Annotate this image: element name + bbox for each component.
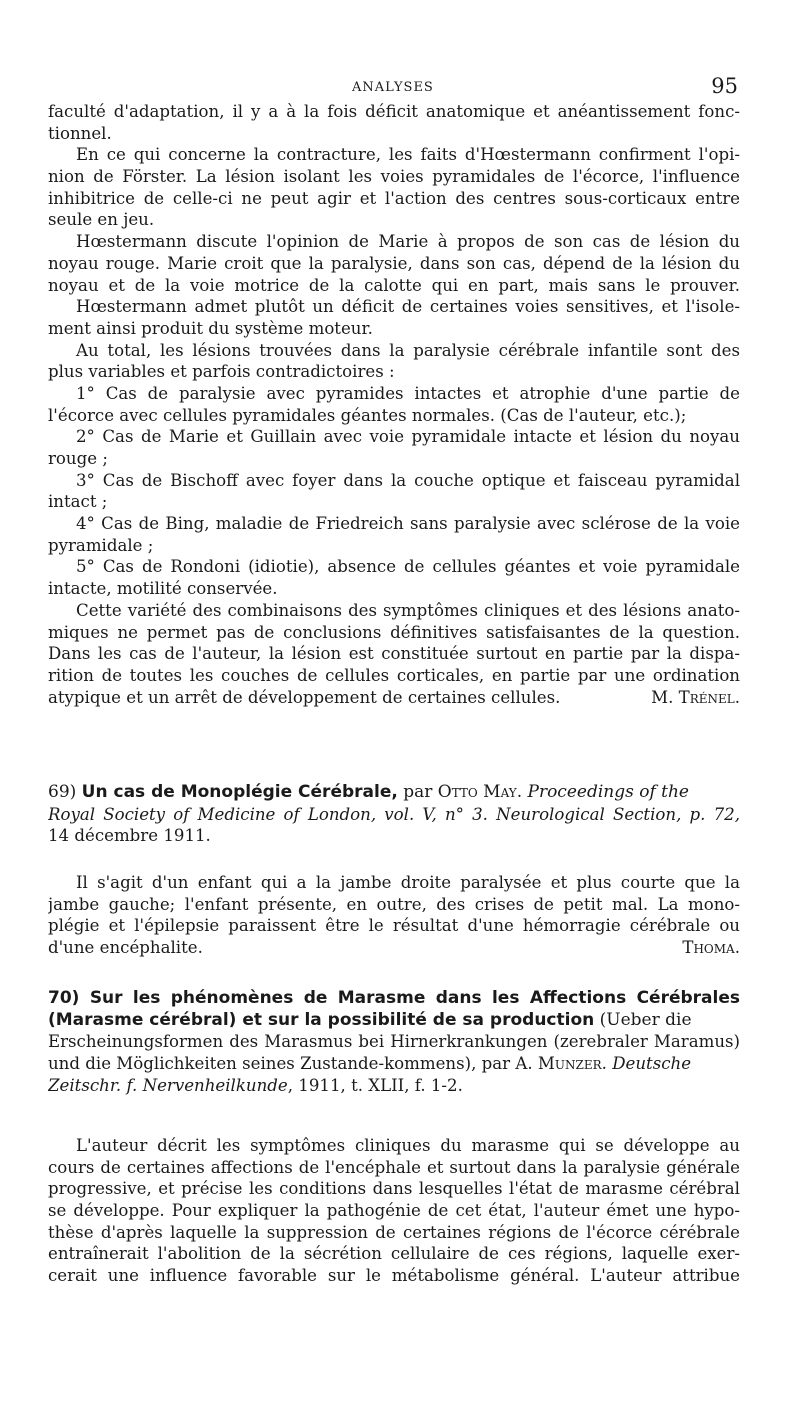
text-line: entraînerait l'abolition de la sécrétion cellulaire de ces régions, laquelle exer- <box>48 1244 740 1264</box>
text-line: rition de toutes les couches de cellules corticales, en partie par une ordination <box>48 665 740 685</box>
text-line: 4° Cas de Bing, maladie de Friedreich sans paralysie avec sclérose de la voie <box>76 514 740 534</box>
text-line: En ce qui concerne la contracture, les faits d'Hœstermann confirment l'opi- <box>76 145 740 165</box>
heading-text: . <box>601 1054 613 1074</box>
text-line: intact ; <box>48 492 108 512</box>
article-70-heading <box>48 988 740 1096</box>
article-69-heading <box>48 782 740 847</box>
text-line: Hœstermann admet plutôt un déficit de certaines voies sensitives, et l'isole- <box>76 297 740 317</box>
text-line: noyau rouge. Marie croit que la paralysie, dans son cas, dépend de la lésion du <box>48 253 740 273</box>
text-line: Dans les cas de l'auteur, la lésion est constituée surtout en partie par la dispa- <box>48 644 740 664</box>
article-title: Un cas de Monoplégie Cérébrale, <box>81 782 398 802</box>
running-header <box>0 74 800 102</box>
article-70-body <box>48 1135 740 1287</box>
text-line: L'auteur décrit les symptômes cliniques du marasme qui se développe au <box>76 1136 740 1155</box>
text-line: miques ne permet pas de conclusions définitives satisfaisantes de la question. <box>48 622 740 642</box>
text-line: 1° Cas de paralysie avec pyramides intactes et atrophie d'une partie de <box>76 383 740 403</box>
text-line: intacte, motilité conservée. <box>48 579 278 599</box>
article-heading-line <box>48 782 740 804</box>
text-line: 5° Cas de Rondoni (idiotie), absence de cellules géantes et voie pyramidale <box>76 557 740 577</box>
text-line: cours de certaines affections de l'encéphale et surtout dans la paralysie générale <box>48 1157 740 1177</box>
signature: M. Trénel. <box>651 687 740 707</box>
citation-line <box>48 1075 740 1097</box>
article-number: 70) <box>48 988 80 1008</box>
text-line: Il s'agit d'un enfant qui a la jambe droite paralysée et plus courte que la <box>76 873 740 892</box>
citation-line: Erscheinungsformen des Marasmus bei Hirnerkrankungen (zerebraler Maramus) <box>48 1032 740 1052</box>
text-line-body: d'une encéphalite. <box>48 938 203 958</box>
text-line: faculté d'adaptation, il y a à la fois déficit anatomique et anéantissement fonc- <box>48 102 740 121</box>
heading-text: und die Möglichkeiten seines Zustande-kommens), par <box>48 1054 516 1074</box>
article-number: 69) <box>48 782 77 802</box>
text-line <box>48 937 740 959</box>
page-number: 95 <box>711 74 738 98</box>
journal-name: Proceedings of the <box>527 782 689 802</box>
text-line: nion de Förster. La lésion isolant les voies pyramidales de l'écorce, l'influence <box>48 167 740 187</box>
article-title-text: Sur les phénomènes de Marasme dans les Affections Cérébrales <box>89 988 740 1008</box>
text-line: noyau et de la voie motrice de la calotte qui en part, mais sans le prouver. <box>48 275 740 295</box>
article-title <box>48 988 740 1010</box>
running-title: ANALYSES <box>352 80 434 95</box>
text-line: seule en jeu. <box>48 210 155 230</box>
text-line: Au total, les lésions trouvées dans la paralysie cérébrale infantile sont des <box>76 340 740 360</box>
text-line: 2° Cas de Marie et Guillain avec voie pyramidale intacte et lésion du noyau <box>76 427 740 447</box>
text-line: tionnel. <box>48 123 112 143</box>
article-author: Otto May <box>437 782 517 802</box>
citation-line: 14 décembre 1911. <box>48 826 211 846</box>
citation-line: Royal Society of Medicine of London, vol. V, n° 3. Neurological Section, p. 72, <box>48 804 740 824</box>
text-line: cerait une influence favorable sur le métabolisme général. L'auteur attribue <box>48 1266 740 1286</box>
article-69-body <box>48 872 740 959</box>
text-line: se développe. Pour expliquer la pathogénie de cet état, l'auteur émet une hypo- <box>48 1201 740 1221</box>
text-line: plégie et l'épilepsie paraissent être le résultat d'une hémorragie cérébrale ou <box>48 916 740 936</box>
text-line: inhibitrice de celle-ci ne peut agir et l'action des centres sous-corticaux entre <box>48 188 740 208</box>
article-author: A. Munzer <box>515 1054 602 1074</box>
text-line: pyramidale ; <box>48 535 154 555</box>
text-line: Hœstermann discute l'opinion de Marie à propos de son cas de lésion du <box>76 232 740 252</box>
article-title-text: (Marasme cérébral) et sur la possibilité de sa production <box>48 1009 595 1030</box>
text-line: jambe gauche; l'enfant présente, en outre, des crises de petit mal. La mono- <box>48 894 740 914</box>
text-line: 3° Cas de Bischoff avec foyer dans la couche optique et faisceau pyramidal <box>76 470 740 490</box>
heading-text: , 1911, t. XLII, f. 1-2. <box>287 1075 463 1095</box>
review-continuation <box>48 101 740 708</box>
article-title <box>48 1010 740 1032</box>
text-line: l'écorce avec cellules pyramidales géantes normales. (Cas de l'auteur, etc.); <box>48 405 687 425</box>
journal-name: Zeitschr. f. Nervenheilkunde <box>48 1075 288 1095</box>
heading-text: . <box>516 782 528 802</box>
text-line: progressive, et précise les conditions dans lesquelles l'état de marasme cérébral <box>48 1179 740 1199</box>
text-line <box>48 687 740 709</box>
text-line-body: atypique et un arrêt de développement de certaines cellules. <box>48 687 561 707</box>
text-line: ment ainsi produit du système moteur. <box>48 318 373 338</box>
text-line: thèse d'après laquelle la suppression de certaines régions de l'écorce cérébrale <box>48 1222 740 1242</box>
heading-text: (Ueber die <box>594 1009 692 1030</box>
journal-name: Deutsche <box>612 1054 692 1074</box>
text-line: Cette variété des combinaisons des symptômes cliniques et des lésions anato- <box>76 600 740 620</box>
citation-line <box>48 1053 740 1075</box>
text-line: plus variables et parfois contradictoires : <box>48 362 395 382</box>
signature: Thoma. <box>682 938 740 958</box>
text-line: rouge ; <box>48 449 108 468</box>
heading-text: par <box>397 782 438 802</box>
